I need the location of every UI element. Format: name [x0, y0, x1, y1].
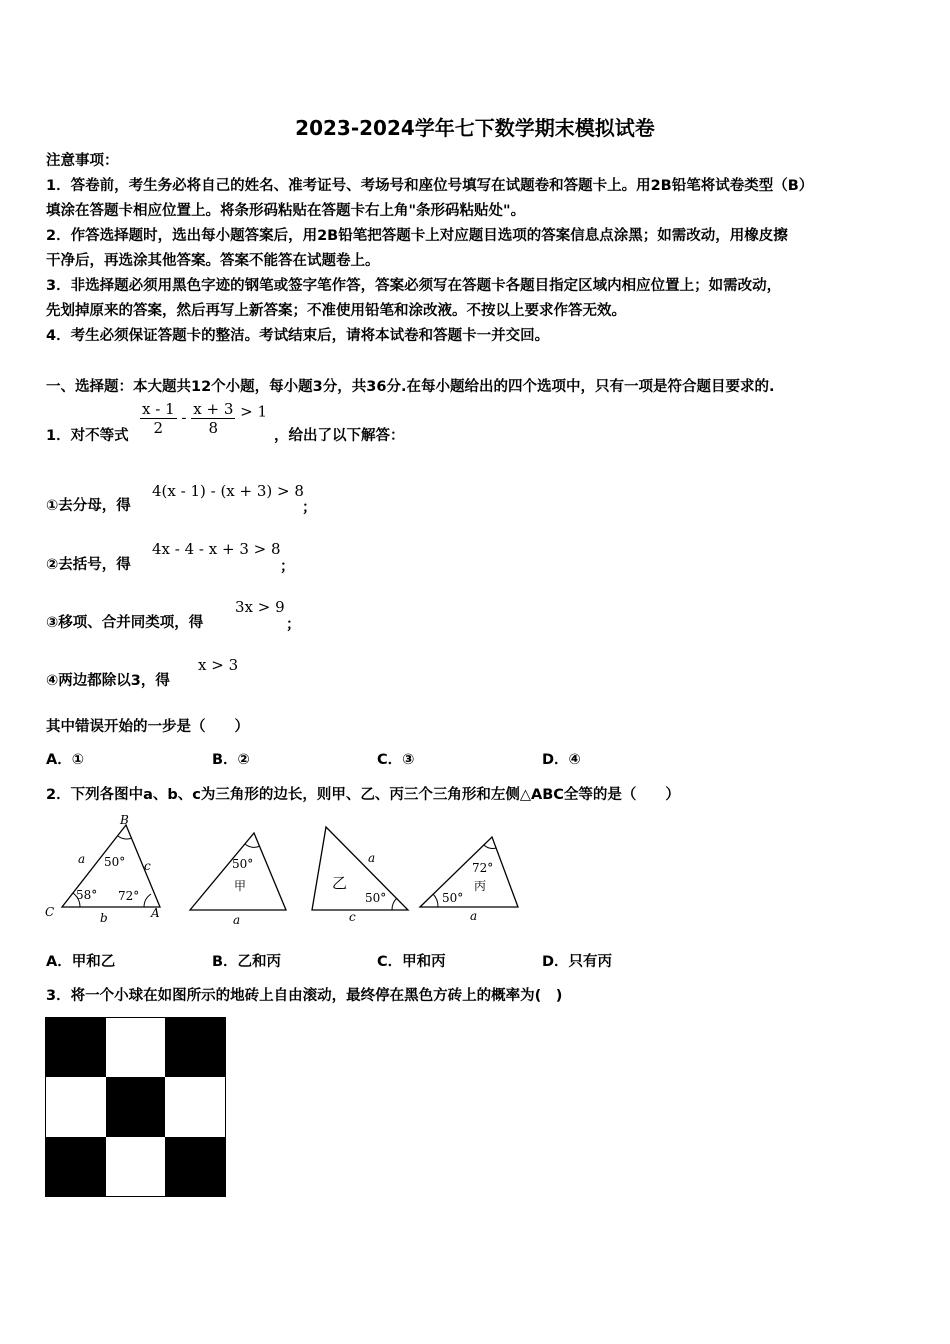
step-end: ；: [286, 617, 301, 633]
option-d: D．④: [542, 752, 581, 768]
q1-inequality: [140, 400, 267, 437]
notice-line: 1．答卷前，考生务必将自己的姓名、准考证号、考场号和座位号填写在试题卷和答题卡上。用2B铅笔将试卷类型（B）: [46, 178, 814, 194]
label-bing: 丙: [474, 879, 487, 893]
angle-50: 50°: [365, 891, 387, 905]
black-tile: [46, 1018, 106, 1077]
vertex-a: A: [151, 906, 160, 920]
option-b: B．②: [212, 752, 250, 768]
angle-b: 50°: [104, 855, 126, 869]
angle-50: 50°: [232, 857, 254, 871]
relation: > 1: [240, 402, 268, 421]
notice-line: 干净后，再选涂其他答案。答案不能答在试题卷上。: [46, 253, 380, 269]
angle-c: 58°: [76, 888, 98, 902]
q3-text: 3．将一个小球在如图所示的地砖上自由滚动，最终停在黑色方砖上的概率为( ): [46, 988, 563, 1004]
frac2-denominator: 8: [208, 419, 219, 437]
section-heading: 一、选择题：本大题共12个小题，每小题3分，共36分.在每小题给出的四个选项中，只有一项是符合题目要求的.: [46, 379, 775, 395]
triangle-jia: [190, 833, 286, 927]
fraction-2: [191, 400, 235, 437]
fraction-1: [140, 400, 177, 437]
frac1-numerator: x - 1: [142, 400, 175, 418]
frac1-denominator: 2: [153, 419, 164, 437]
step-label: ①去分母，得: [46, 498, 131, 514]
black-tile: [46, 1137, 106, 1196]
vertex-b: B: [120, 813, 129, 827]
white-tile: [106, 1137, 166, 1196]
q1-question: 其中错误开始的一步是（ ）: [46, 719, 249, 735]
floor-tile-grid: [45, 1017, 226, 1197]
step-end: ；: [302, 500, 317, 516]
option-c: C．③: [377, 752, 415, 768]
option-a: A．甲和乙: [46, 954, 116, 970]
q1-suffix: ，给出了以下解答：: [274, 428, 405, 444]
option-c: C．甲和丙: [377, 954, 446, 970]
step-expr: x > 3: [198, 656, 239, 674]
white-tile: [165, 1077, 225, 1136]
notice-line: 先划掉原来的答案，然后再写上新答案；不准使用铅笔和涂改液。不按以上要求作答无效。: [46, 303, 626, 319]
triangles-figure: [40, 810, 540, 930]
white-tile: [46, 1077, 106, 1136]
notice-line: 3．非选择题必须用黑色字迹的钢笔或签字笔作答，答案必须写在答题卡各题目指定区域内相应位置上；如需改动，: [46, 278, 782, 294]
label-jia: 甲: [234, 879, 247, 893]
angle-72: 72°: [472, 861, 494, 875]
q1-prefix: 1．对不等式: [46, 428, 129, 444]
notice-line: 填涂在答题卡相应位置上。将条形码粘贴在答题卡右上角"条形码粘贴处"。: [46, 203, 526, 219]
triangle-abc: [45, 813, 160, 925]
option-d: D．只有丙: [542, 954, 613, 970]
side-c: c: [349, 910, 356, 924]
triangle-bing: [420, 837, 518, 923]
step-expr: 4(x - 1) - (x + 3) > 8: [152, 482, 304, 500]
side-c: c: [144, 859, 151, 873]
triangle-yi: [312, 827, 408, 924]
step-expr: 3x > 9: [235, 598, 285, 616]
step-end: ；: [280, 559, 295, 575]
angle-a: 72°: [118, 889, 140, 903]
angle-50: 50°: [442, 891, 464, 905]
step-label: ②去括号，得: [46, 557, 131, 573]
step-label: ④两边都除以3，得: [46, 673, 170, 689]
notice-line: 4．考生必须保证答题卡的整洁。考试结束后，请将本试卷和答题卡一并交回。: [46, 328, 550, 344]
side-a: a: [78, 852, 86, 866]
side-b: b: [100, 911, 108, 925]
notice-heading: 注意事项：: [46, 153, 119, 169]
black-tile: [165, 1018, 225, 1077]
white-tile: [106, 1018, 166, 1077]
black-tile: [165, 1137, 225, 1196]
option-b: B．乙和丙: [212, 954, 282, 970]
q2-text: 2．下列各图中a、b、c为三角形的边长，则甲、乙、丙三个三角形和左侧△ABC全等的是（ ）: [46, 787, 680, 803]
frac2-numerator: x + 3: [193, 400, 234, 418]
minus-sign: -: [181, 408, 187, 427]
notice-line: 2．作答选择题时，选出每小题答案后，用2B铅笔把答题卡上对应题目选项的答案信息点涂黑；如需改动，用橡皮擦: [46, 228, 788, 244]
option-a: A．①: [46, 752, 84, 768]
step-label: ③移项、合并同类项，得: [46, 615, 204, 631]
side-a: a: [233, 913, 241, 927]
label-yi: 乙: [332, 874, 348, 892]
side-a: a: [470, 909, 478, 923]
black-tile: [106, 1077, 166, 1136]
step-expr: 4x - 4 - x + 3 > 8: [152, 540, 281, 558]
side-a: a: [368, 851, 376, 865]
page-title: 2023-2024学年七下数学期末模拟试卷: [295, 116, 655, 140]
vertex-c: C: [45, 905, 55, 919]
